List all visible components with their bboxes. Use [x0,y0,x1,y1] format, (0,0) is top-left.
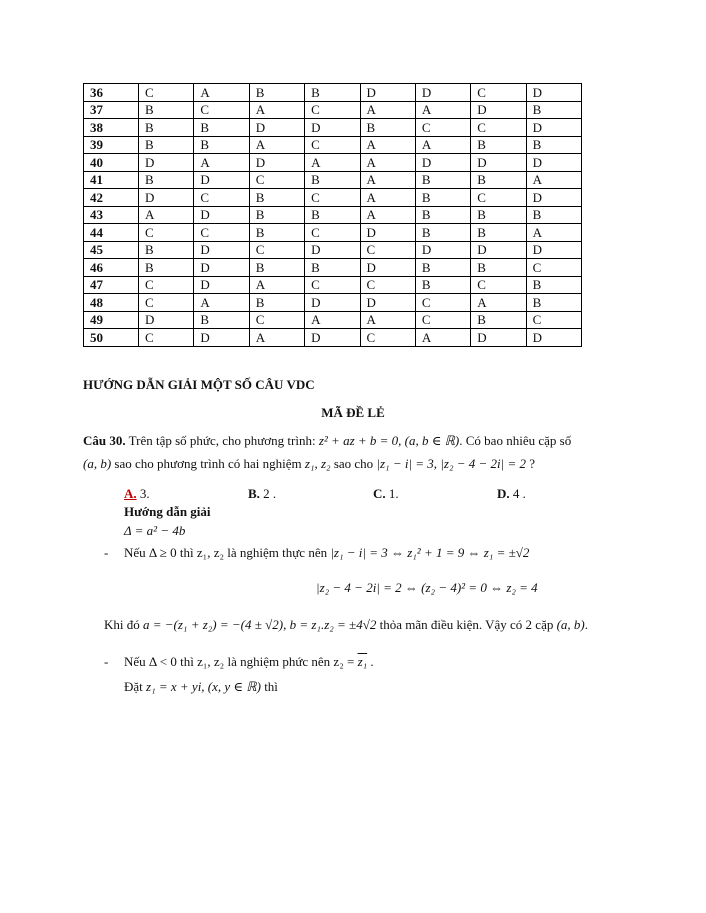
answer-cell: D [305,329,360,347]
then-equation: a = −(z₁ + z₂) = −(4 ± √2), b = z₁.z₂ = ±4√2 [143,617,377,632]
answer-cell: B [139,119,194,137]
table-row [84,329,582,347]
answer-cell: D [526,241,581,259]
answer-cell: A [526,171,581,189]
answer-cell: C [305,189,360,207]
question-number-cell: 40 [84,154,139,172]
option-d-letter: D. [497,486,510,501]
answer-cell: D [139,311,194,329]
answer-cell: D [471,241,526,259]
table-row [84,276,582,294]
answer-cell: C [360,329,415,347]
answer-cell: D [415,154,470,172]
question-text-4: sao cho [330,456,377,471]
answer-cell: C [305,136,360,154]
answer-cell: B [415,189,470,207]
answer-cell: B [249,294,304,312]
table-row [84,154,582,172]
answer-cell: D [249,154,304,172]
question-roots: z₁, z₂ [304,456,331,471]
option-b-letter: B. [248,486,260,501]
answer-cell: A [360,206,415,224]
question-number-cell: 39 [84,136,139,154]
section-heading: HƯỚNG DẪN GIẢI MỘT SỐ CÂU VDC [83,377,315,392]
answer-cell: A [415,101,470,119]
question-text-1: Trên tập số phức, cho phương trình: [125,433,319,448]
answer-cell: B [305,259,360,277]
question-text-5: ? [525,456,535,471]
answer-cell: B [194,136,249,154]
answer-cell: B [415,259,470,277]
case-1-equation: |z₁ − i| = 3 ⇔ z₁² + 1 = 9 ⇔ z₁ = ±√2 [330,545,530,560]
then-line [104,617,588,633]
section-subheading: MÃ ĐỀ LẺ [321,405,385,420]
answer-cell: C [249,311,304,329]
table-row [84,189,582,207]
answer-cell: C [360,276,415,294]
case-2-text: Nếu Δ < 0 thì z₁, z₂ là nghiệm phức nên z₂ = [124,654,358,669]
answer-cell: B [139,101,194,119]
answer-cell: A [360,101,415,119]
table-row [84,136,582,154]
answer-cell: D [415,241,470,259]
answer-cell: D [194,206,249,224]
then-text: Khi đó [104,617,143,632]
answer-cell: C [139,329,194,347]
answer-cell: C [249,171,304,189]
set-text: Đặt [124,679,147,694]
answer-cell: D [194,241,249,259]
set-line [124,679,278,695]
question-number-cell: 47 [84,276,139,294]
answer-cell: A [360,311,415,329]
answer-cell: B [139,259,194,277]
answer-cell: B [471,224,526,242]
answer-cell: A [249,329,304,347]
answer-cell: D [360,224,415,242]
question-number-cell: 44 [84,224,139,242]
answer-cell: A [415,329,470,347]
answer-cell: D [139,189,194,207]
option-b [248,486,276,502]
answer-cell: C [471,189,526,207]
question-number-cell: 46 [84,259,139,277]
question-number-cell: 49 [84,311,139,329]
bullet-case-1: - [104,545,109,560]
table-row [84,241,582,259]
question-number-cell: 50 [84,329,139,347]
answer-cell: B [249,206,304,224]
answer-cell: A [194,154,249,172]
answer-cell: D [305,294,360,312]
question-number-cell: 36 [84,84,139,102]
answer-cell: B [249,224,304,242]
answer-cell: D [305,119,360,137]
answer-cell: A [194,84,249,102]
answer-cell: B [305,84,360,102]
answer-cell: B [471,206,526,224]
answer-cell: A [249,276,304,294]
answer-cell: B [471,259,526,277]
answer-cell: C [526,311,581,329]
answer-cell: C [471,119,526,137]
answer-cell: B [194,119,249,137]
answer-cell: B [471,136,526,154]
solution-title: Hướng dẫn giải [124,504,211,519]
answer-cell: B [415,206,470,224]
option-c-letter: C. [373,486,386,501]
option-a-letter: A. [124,486,137,501]
answer-cell: B [526,206,581,224]
table-row [84,294,582,312]
table-row [84,224,582,242]
answer-cell: D [360,84,415,102]
answer-cell: C [360,241,415,259]
answer-cell: A [526,224,581,242]
answer-cell: D [305,241,360,259]
answer-cell: C [471,276,526,294]
answer-cell: D [471,154,526,172]
question-condition: |z₁ − i| = 3, |z₂ − 4 − 2i| = 2 [376,456,526,471]
answer-cell: A [360,171,415,189]
table-row [84,171,582,189]
question-text-3: sao cho phương trình có hai nghiệm [111,456,305,471]
then-end: . [584,617,589,632]
question-number-cell: 43 [84,206,139,224]
answer-table-body [84,84,582,347]
question-line-2 [83,456,535,472]
then-pair: (a, b) [556,617,585,632]
question-line-1 [83,433,571,449]
answer-cell: C [526,259,581,277]
answer-cell: C [194,224,249,242]
table-row [84,101,582,119]
answer-cell: B [249,84,304,102]
case-1-line [124,545,529,561]
question-text-2: . Có bao nhiêu cặp số [459,433,572,448]
answer-cell: C [305,276,360,294]
question-number-cell: 38 [84,119,139,137]
question-equation: z² + az + b = 0, (a, b ∈ ℝ) [318,433,460,448]
answer-cell: A [194,294,249,312]
option-a [124,486,150,502]
answer-cell: A [305,154,360,172]
answer-cell: B [415,171,470,189]
answer-cell: D [194,276,249,294]
answer-cell: A [249,101,304,119]
answer-cell: A [305,311,360,329]
bullet-case-2: - [104,654,109,669]
case-1-text: Nếu Δ ≥ 0 thì z₁, z₂ là nghiệm thực nên [124,545,331,560]
answer-cell: C [139,294,194,312]
question-number-cell: 45 [84,241,139,259]
option-b-value: 2 . [259,486,277,501]
answer-cell: B [249,189,304,207]
answer-cell: D [526,189,581,207]
option-a-value: 3. [136,486,150,501]
answer-cell: A [360,189,415,207]
answer-cell: D [194,171,249,189]
answer-cell: D [471,329,526,347]
answer-cell: B [415,276,470,294]
answer-cell: A [415,136,470,154]
case-2-line [124,654,374,670]
answer-cell: B [305,206,360,224]
case-2-end: . [367,654,374,669]
question-number-cell: 42 [84,189,139,207]
then-tail: thỏa mãn điều kiện. Vậy có 2 cặp [376,617,557,632]
answer-cell: B [526,276,581,294]
case-1-equation-2: |z₂ − 4 − 2i| = 2 ⇔ (z₂ − 4)² = 0 ⇔ z₂ = 4 [316,580,538,595]
table-row [84,84,582,102]
question-label: Câu 30. [83,433,126,448]
answer-cell: B [249,259,304,277]
solution-delta: Δ = a² − 4b [124,523,186,538]
answer-cell: B [526,101,581,119]
answer-cell: C [194,189,249,207]
set-equation: z₁ = x + yi, (x, y ∈ ℝ) [146,679,261,694]
answer-cell: D [415,84,470,102]
answer-cell: C [139,224,194,242]
answer-cell: A [360,136,415,154]
answer-cell: B [305,171,360,189]
answer-cell: B [194,311,249,329]
answer-cell: D [139,154,194,172]
answer-cell: C [415,311,470,329]
answer-cell: D [471,101,526,119]
answer-cell: B [471,311,526,329]
answer-cell: D [194,329,249,347]
answer-cell: C [415,119,470,137]
answer-cell: B [139,171,194,189]
answer-cell: D [249,119,304,137]
answer-cell: A [360,154,415,172]
case-2-conjugate: z₁ [357,654,368,669]
answer-cell: D [526,119,581,137]
answer-cell: B [526,294,581,312]
answer-cell: D [360,294,415,312]
answer-cell: A [471,294,526,312]
answer-cell: D [360,259,415,277]
answer-cell: A [139,206,194,224]
answer-cell: C [305,101,360,119]
answer-cell: B [360,119,415,137]
option-c [373,486,399,502]
answer-cell: B [139,241,194,259]
question-pair: (a, b) [83,456,112,471]
answer-cell: C [139,276,194,294]
answer-cell: C [415,294,470,312]
table-row [84,311,582,329]
answer-cell: B [415,224,470,242]
set-tail: thì [260,679,278,694]
option-d-value: 4 . [509,486,526,501]
answer-cell: C [194,101,249,119]
question-number-cell: 41 [84,171,139,189]
answer-cell: B [139,136,194,154]
answer-cell: B [526,136,581,154]
table-row [84,119,582,137]
answer-cell: D [526,84,581,102]
option-c-value: 1. [385,486,399,501]
answer-cell: C [471,84,526,102]
answer-cell: D [194,259,249,277]
option-d [497,486,526,502]
table-row [84,206,582,224]
question-number-cell: 37 [84,101,139,119]
question-number-cell: 48 [84,294,139,312]
table-row [84,259,582,277]
answer-cell: B [471,171,526,189]
answer-cell: D [526,329,581,347]
answer-cell: C [249,241,304,259]
answer-cell: A [249,136,304,154]
answer-cell: C [305,224,360,242]
answer-cell: D [526,154,581,172]
answer-table [83,83,582,347]
answer-cell: C [139,84,194,102]
